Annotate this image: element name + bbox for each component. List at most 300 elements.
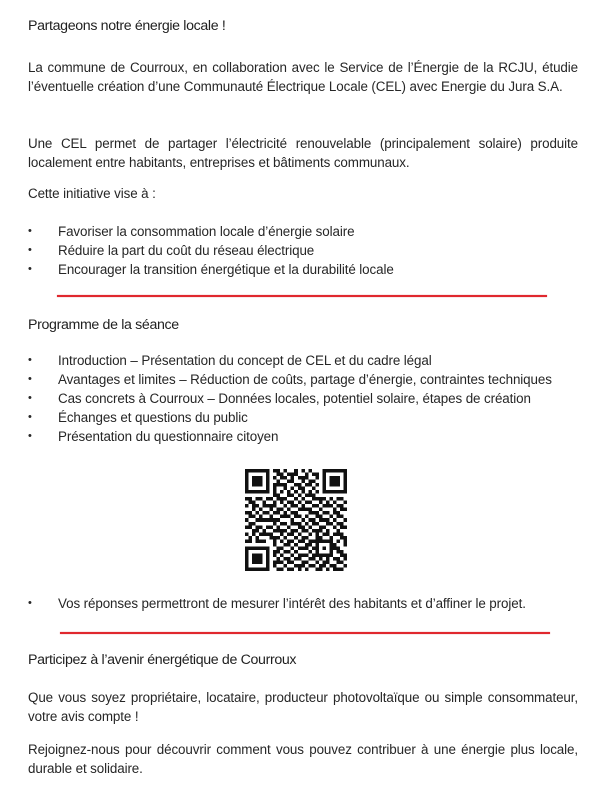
qr-module [315,473,319,477]
qr-module [256,525,260,529]
qr-module [284,522,288,526]
qr-module [256,497,260,501]
qr-module [294,515,298,519]
qr-module [249,469,253,473]
qr-module [277,567,281,571]
qr-module [315,539,319,543]
after-qr-text: Vos réponses permettront de mesurer l’intérêt des habitants et d’affiner le projet. [58,596,526,611]
qr-module [287,515,291,519]
qr-module [273,476,277,480]
qr-module [319,553,323,557]
qr-module [326,469,330,473]
qr-module [245,553,249,557]
qr-module [326,553,330,557]
qr-module [273,543,277,547]
qr-module [280,473,284,477]
qr-module [266,518,270,522]
qr-module [273,522,277,526]
qr-module [326,532,330,536]
qr-module [308,490,312,494]
qr-module [340,536,344,540]
qr-module [336,546,340,550]
qr-module [252,476,256,480]
qr-module [336,469,340,473]
qr-module [308,543,312,547]
qr-module [249,522,253,526]
qr-module [245,567,249,571]
qr-module [287,532,291,536]
qr-module [245,557,249,561]
qr-module [298,532,302,536]
qr-module [305,494,309,498]
qr-module [305,553,309,557]
qr-module [291,567,295,571]
qr-module [294,483,298,487]
qr-module [277,483,281,487]
qr-module [252,553,256,557]
qr-module [259,560,263,564]
qr-module [291,480,295,484]
qr-module [273,490,277,494]
qr-module [312,564,316,568]
qr-module [308,525,312,529]
qr-module [301,536,305,540]
qr-module [315,546,319,550]
programme-item [28,370,578,389]
qr-module [277,469,281,473]
qr-module [322,564,326,568]
qr-module [256,557,260,561]
qr-module [326,539,330,543]
qr-module [305,501,309,505]
qr-module [266,560,270,564]
qr-module [259,553,263,557]
qr-module [333,501,337,505]
qr-module [308,483,312,487]
qr-module [340,469,344,473]
qr-module [312,480,316,484]
qr-module [298,483,302,487]
qr-module [319,497,323,501]
qr-module [333,525,337,529]
qr-module [280,483,284,487]
qr-module [312,529,316,533]
qr-module [266,487,270,491]
qr-module [343,518,347,522]
qr-module [270,536,274,540]
qr-module [301,476,305,480]
qr-module [298,525,302,529]
qr-module [329,543,333,547]
qr-module [256,553,260,557]
qr-module [322,546,326,550]
qr-module [308,511,312,515]
qr-module [256,511,260,515]
qr-module [298,515,302,519]
qr-module [245,487,249,491]
qr-module [266,557,270,561]
qr-module [336,490,340,494]
qr-module [252,469,256,473]
qr-module [315,543,319,547]
qr-module [252,529,256,533]
bullet-icon: • [28,354,32,366]
qr-module [277,473,281,477]
qr-module [249,501,253,505]
qr-module [259,490,263,494]
qr-module [273,501,277,505]
qr-module [305,529,309,533]
qr-module [277,536,281,540]
qr-module [333,567,337,571]
programme-item-text: Avantages et limites – Réduction de coûts, partage d’énergie, contraintes techniques [58,372,552,387]
qr-module [319,529,323,533]
qr-module [340,560,344,564]
qr-module [280,539,284,543]
qr-module [301,546,305,550]
qr-module [312,511,316,515]
qr-code-icon[interactable] [245,469,347,571]
qr-module [301,469,305,473]
qr-module [287,550,291,554]
qr-module [256,504,260,508]
qr-module [277,525,281,529]
qr-module [329,469,333,473]
qr-module [273,553,277,557]
qr-module [322,511,326,515]
qr-module [322,504,326,508]
qr-module [333,490,337,494]
qr-module [252,532,256,536]
qr-module [294,529,298,533]
qr-module [298,553,302,557]
qr-module [256,529,260,533]
qr-module [256,518,260,522]
qr-module [259,469,263,473]
qr-module [249,511,253,515]
qr-module [294,511,298,515]
qr-module [340,567,344,571]
qr-module [315,532,319,536]
qr-module [259,525,263,529]
qr-module [245,483,249,487]
qr-module [298,501,302,505]
qr-module [256,567,260,571]
qr-module [245,525,249,529]
qr-module [308,480,312,484]
qr-module [266,469,270,473]
qr-module [266,473,270,477]
qr-module [263,567,267,571]
qr-module [301,490,305,494]
qr-module [259,515,263,519]
participate-paragraph-2: Rejoignez-nous pour découvrir comment vous pouvez contribuer à une énergie plus locale, durable et solidaire. [28,742,578,776]
programme-item [28,389,578,408]
qr-module [287,539,291,543]
qr-module [277,497,281,501]
qr-module [287,490,291,494]
qr-module [315,497,319,501]
qr-module [287,480,291,484]
qr-module [315,550,319,554]
qr-module [294,536,298,540]
qr-module [336,511,340,515]
bullet-icon: • [28,430,32,442]
bullet-icon: • [28,263,32,275]
qr-module [280,529,284,533]
qr-module [319,508,323,512]
qr-module [333,557,337,561]
qr-module [252,515,256,519]
qr-module [266,476,270,480]
qr-module [245,564,249,568]
qr-module [305,546,309,550]
qr-module [308,539,312,543]
qr-module [322,490,326,494]
qr-module [319,536,323,540]
section-heading-participate: Participez à l’avenir énergétique de Courroux [28,652,297,668]
qr-module [245,511,249,515]
qr-module [312,497,316,501]
qr-module [263,511,267,515]
qr-module [277,518,281,522]
qr-module [294,473,298,477]
qr-module [270,525,274,529]
qr-module [308,532,312,536]
qr-module [252,567,256,571]
qr-module [294,550,298,554]
qr-module [294,469,298,473]
qr-module [322,473,326,477]
qr-module [322,532,326,536]
qr-module [333,483,337,487]
qr-module [280,522,284,526]
qr-module [319,557,323,561]
section-heading-programme: Programme de la séance [28,317,179,333]
qr-module [266,490,270,494]
qr-module [336,476,340,480]
qr-module [256,469,260,473]
qr-module [343,539,347,543]
qr-module [301,508,305,512]
bullet-icon: • [28,244,32,256]
qr-module [329,476,333,480]
qr-module [284,529,288,533]
qr-module [266,546,270,550]
qr-module [263,469,267,473]
qr-module [284,515,288,519]
qr-module [280,560,284,564]
qr-module [291,560,295,564]
qr-module [252,501,256,505]
qr-module [287,525,291,529]
qr-module [336,532,340,536]
qr-module [301,529,305,533]
programme-item [28,427,578,446]
qr-module [340,515,344,519]
qr-module [343,480,347,484]
qr-module [273,469,277,473]
qr-module [273,504,277,508]
qr-module [291,501,295,505]
bullet-icon: • [28,225,32,237]
qr-module [259,483,263,487]
qr-module [270,504,274,508]
qr-module [329,483,333,487]
qr-module [266,532,270,536]
qr-module [340,522,344,526]
qr-module [305,522,309,526]
qr-module [336,522,340,526]
qr-module [322,483,326,487]
qr-module [273,494,277,498]
qr-module [322,480,326,484]
qr-module [273,550,277,554]
qr-module [315,553,319,557]
qr-module [277,480,281,484]
qr-module [333,532,337,536]
qr-module [291,476,295,480]
qr-module [329,480,333,484]
qr-module [294,522,298,526]
qr-module [329,546,333,550]
qr-module [259,546,263,550]
qr-module [291,487,295,491]
qr-module [326,522,330,526]
qr-module [322,518,326,522]
qr-module [252,483,256,487]
qr-module [287,473,291,477]
qr-module [301,487,305,491]
qr-module [319,515,323,519]
qr-module [315,476,319,480]
qr-module [343,557,347,561]
qr-module [333,511,337,515]
intro-paragraph-3: Cette initiative vise à : [28,186,156,201]
qr-module [301,504,305,508]
qr-module [284,543,288,547]
qr-module [252,480,256,484]
programme-list [28,351,578,446]
qr-module [308,494,312,498]
qr-module [291,473,295,477]
qr-module [326,511,330,515]
qr-module [333,508,337,512]
qr-module [284,550,288,554]
qr-module [322,553,326,557]
qr-module [340,525,344,529]
qr-module [312,473,316,477]
qr-module [291,532,295,536]
qr-module [312,522,316,526]
qr-module [336,483,340,487]
qr-module [322,539,326,543]
qr-module [305,483,309,487]
qr-module [308,508,312,512]
qr-module [287,567,291,571]
qr-module [249,490,253,494]
qr-module [277,546,281,550]
qr-module [343,525,347,529]
qr-module [329,522,333,526]
qr-module [319,501,323,505]
intro-paragraph-2: Une CEL permet de partager l’électricité renouvelable (principalement solaire) produite localement entre habitants, entreprises et bâtiments communaux. [28,136,578,170]
qr-module [256,560,260,564]
qr-module [291,504,295,508]
qr-module [245,480,249,484]
goal-item-text: Réduire la part du coût du réseau électrique [58,243,315,258]
qr-module [266,525,270,529]
qr-module [273,511,277,515]
qr-module [326,501,330,505]
programme-item [28,408,578,427]
section-heading-intro: Partageons notre énergie locale ! [28,18,226,34]
qr-module [333,564,337,568]
qr-module [333,476,337,480]
qr-module [273,483,277,487]
qr-module [245,476,249,480]
qr-module [312,487,316,491]
qr-module [256,483,260,487]
qr-module [319,525,323,529]
qr-module [333,469,337,473]
qr-module [336,480,340,484]
qr-module [273,536,277,540]
qr-module [287,494,291,498]
qr-module [245,490,249,494]
qr-module [298,564,302,568]
qr-module [333,518,337,522]
qr-module [322,469,326,473]
qr-module [305,567,309,571]
qr-module [280,508,284,512]
qr-module [266,511,270,515]
qr-module [284,476,288,480]
qr-module [315,529,319,533]
qr-module [343,564,347,568]
qr-module [340,553,344,557]
qr-module [277,529,281,533]
qr-module [298,487,302,491]
qr-module [259,508,263,512]
qr-module [256,490,260,494]
qr-module [259,532,263,536]
qr-module [284,483,288,487]
qr-module [273,539,277,543]
qr-module [277,557,281,561]
bullet-icon: • [28,392,32,404]
qr-module [312,539,316,543]
programme-item [28,351,578,370]
qr-module [319,539,323,543]
qr-module [259,567,263,571]
qr-module [263,518,267,522]
qr-module [291,522,295,526]
qr-module [326,557,330,561]
qr-module [263,504,267,508]
qr-module [270,518,274,522]
qr-module [340,490,344,494]
qr-module [263,490,267,494]
qr-module [340,497,344,501]
qr-module [312,557,316,561]
qr-module [245,560,249,564]
qr-module [308,469,312,473]
qr-module [259,518,263,522]
intro-paragraph-1: La commune de Courroux, en collaboration avec le Service de l’Énergie de la RCJU, étudie l’éventuelle création d’une Communauté Électrique Locale (CEL) avec Energie du Jura S.A. [28,60,578,94]
qr-module [305,508,309,512]
qr-module [266,564,270,568]
